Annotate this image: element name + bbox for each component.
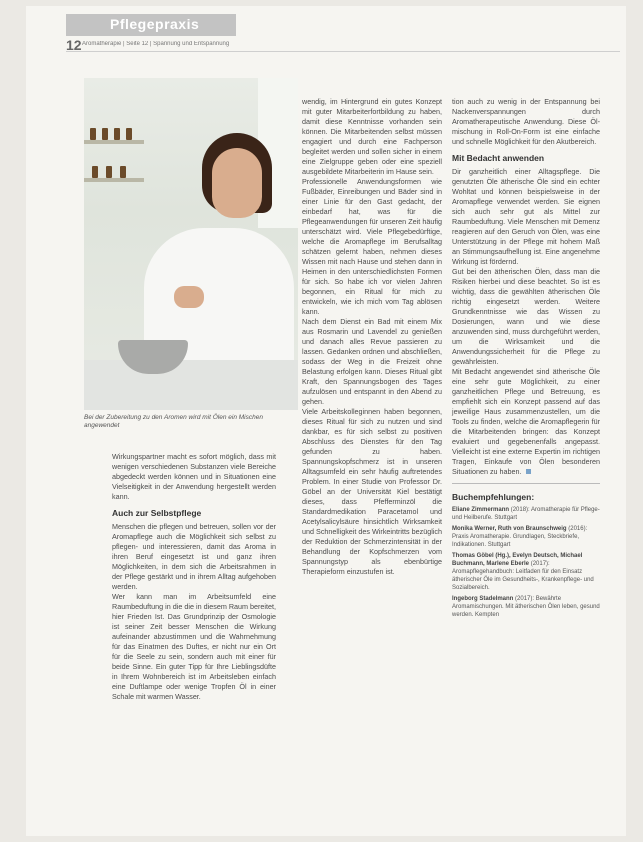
- person-head: [212, 148, 262, 218]
- book-entry: [452, 525, 600, 549]
- table: [84, 360, 298, 410]
- bottle-icon: [120, 166, 126, 178]
- paragraph-text: Mit Bedacht angewendet sind ätherische Öle eine sehr gute Möglichkeit, zu einer ganzheitlichen Pflege und Betreuung, es empfiehlt sich ein Konzept passend auf das jeweilige Haus zusammenzustellen, um die Tools zu finden, welche die Aromapflegerin für die Mitarbeitenden bringen: das Konzept evaluiert und gegebenenfalls angepasst. Vielleicht ist eine externe Expertin im richtigen Tragen, Einkaufe von Ölen besonderen Situationen zu haben.: [452, 367, 600, 476]
- book-details: (2016): Praxis Aromatherapie. Grundlagen, Steckbriefe, Indikationen. Stuttgart: [452, 526, 588, 548]
- paragraph: Professionelle Anwendungsformen wie Fußbäder, Einreibungen und Bäder sind in einer Linie für den Gast gedacht, der einbedarf hat, was für die Pflegeanwendungen für unseren Zeit häufig unterschätzt wird. Viele Pflegebedürftige, welche die Aromapflege im Berufsalltag schätzen gelernt haben, nehmen dieses Wissen mit nach Hause und stehen dann in Heimen in den unterschiedlichsten Formen für sich. So habe ich vor vielen Jahren begonnen, ein Ritual für mich zu entwickeln, wie ich mich vom Tag ablösen kann.: [302, 177, 442, 316]
- book-entry: [452, 552, 600, 592]
- paragraph: Menschen die pflegen und betreuen, sollen vor der Aromapflege auch die Möglichkeit sich selbst zu pflegen- und interessieren, damit das Aroma in ihren Beruf eingesetzt ist und ganz ihren Möglichkeiten, in dem sich die Arbeitsrahmen in der Pflege gestärkt und in ihrem Alltag aufgehoben werden.: [112, 522, 276, 591]
- shelf: [84, 178, 144, 182]
- section-tab: [66, 14, 236, 36]
- paragraph: Wer kann man im Arbeitsumfeld eine Raumbeduftung in die die in diesem Raum bereitet, hier Frieden Ist. Das Grundprinzip der Osmologie ist seiner Zeit besser Menschen die Wirkung aufeinander abzustimmen und die Wahrnehmung für das Einatmen des Duftes, er nicht nur ein Ort für die Seele zu sein, sondern auch mit einer für beide Sinne. Ein guter Tipp für Ihre Lieblingsdüfte in Ihrem Wohnbereich ist im Arbeitsleben einfach eine Duftlampe oder wenige Tropfen Öl in einer Schale mit warmen Wasser.: [112, 592, 276, 701]
- book-details: (2017): Aromapflegehandbuch: Leitfaden für den Einsatz ätherischer Öle im Gesundheits-, Krankenpflege- und Sozialbereich.: [452, 561, 594, 591]
- page-number: 12: [66, 37, 82, 53]
- paragraph: [452, 367, 600, 477]
- book-entry: [452, 506, 600, 522]
- paragraph: Wirkungspartner macht es sofort möglich, dass mit wenigen verschiedenen Substanzen viele Bereiche abgedeckt werden können und in Situationen eine Vielseitigkeit in der Anwendung hergestellt werden kann.: [112, 452, 276, 501]
- book-author: Thomas Göbel (Hg.), Evelyn Deutsch, Michael Buchmann, Marlene Eberle: [452, 553, 583, 567]
- paragraph: Dir ganzheitlich einer Alltagspflege. Die genutzten Öle ätherische Öle sind ein echter Wohltat und können beispielsweise in der Aromapflege verwendet werden. Sie eignen sich auch sehr gut als Mittel zur Raumbeduftung. Viele Menschen mit Demenz reagieren auf den Geruch von Ölen, was eine Unterstützung in der Pflege mit hohem Maß an Stimmungsaufhellung ist. Eine angenehme Wirkung ist fördernd.: [452, 167, 600, 266]
- bottle-icon: [102, 128, 108, 140]
- column-right: [452, 97, 600, 622]
- book-details: (2018): Aromatherapie für Pflege- und Heilberufe. Stuttgart: [452, 507, 600, 521]
- bottle-icon: [126, 128, 132, 140]
- column-left: [112, 452, 276, 702]
- end-mark-icon: [526, 469, 531, 474]
- section-title: Pflegepraxis: [110, 16, 200, 32]
- photo-caption: Bei der Zubereitung zu den Aromen wird mit Ölen ein Mischen angewendet: [84, 414, 263, 429]
- paragraph: wendig, im Hintergrund ein gutes Konzept mit guter Mitarbeiterfortbildung zu haben, damit diese Kenntnisse vorhanden sein können. Die Mitarbeitenden selbst müssen engagiert und durch eine Fachperson begleitet werden und sollen sicher in einem eine Zielgruppe geben oder eine speziell ausgebildete Mitarbeiterin im Hause sein.: [302, 97, 442, 176]
- paragraph: Nach dem Dienst ein Bad mit einem Mix aus Rosmarin und Lavendel zu genießen und danach alles Revue passieren zu lassen. Gedanken ordnen und abschließen, sodass der Weg in die Freizeit ohne Belastung erfolgen kann. Dieses Ritual gibt Kraft, den Spannungsbogen des Tages aufzulösen und entspannt in den Abend zu gehen.: [302, 317, 442, 406]
- book-entry: [452, 595, 600, 619]
- paragraph: Viele Arbeitskolleginnen haben begonnen, dieses Ritual für sich zu nutzen und sind dankbar, es für sich selbst zu positiven Abschluss des Dienstes für den Tag gefunden zu haben. Spannungskopfschmerz ist in unseren Alltagsumfeld ein sehr häufig auftretendes Problem. In einer Studie von Professor Dr. Göbel an der Universität Kiel bestätigt dieses, dass Pfefferminzöl die Standardmedikation Paracetamol und Acetylsalicylsäure hinsichtlich Wirksamkeit und Schnelligkeit des Wirkeintritts bezüglich der Reduktion der Schmerzintensität in der Behandlung der Kopfschmerzen vom Spannungstyp als ebenbürtige Therapieform einzustufen ist.: [302, 407, 442, 576]
- subheading: Auch zur Selbstpflege: [112, 508, 202, 518]
- book-recommendations: [452, 483, 600, 619]
- bottle-icon: [92, 166, 98, 178]
- book-author: Monika Werner, Ruth von Braunschweig: [452, 526, 567, 532]
- book-author: Eliane Zimmermann: [452, 507, 510, 513]
- column-middle: [302, 97, 442, 577]
- bottle-icon: [106, 166, 112, 178]
- subheading: Mit Bedacht anwenden: [452, 153, 545, 163]
- book-author: Ingeborg Stadelmann: [452, 596, 514, 602]
- book-details: (2017): Bewährte Aromamischungen. Mit ätherischen Ölen leben, gesund werden. Kempten: [452, 596, 600, 618]
- paragraph: Gut bei den ätherischen Ölen, dass man die Risiken hierbei und diese beachtet. So ist es wichtig, dass die gewählten ätherischen Öle richtig eingesetzt werden. Weitere Grundkenntnisse wie das Wissen zu Dosierungen, wann und wie diese anzuwenden sind, muss durchgeführt werden, um die Wirksamkeit und die Anwendungssicherheit für die Pflege zu gewährleisten.: [452, 267, 600, 366]
- bottle-icon: [114, 128, 120, 140]
- paragraph: tion auch zu wenig in der Entspannung bei Nackenverspannungen durch Aromatherapeutische Anwendung. Diese Öl-mischung in Roll-On-Form ist eine einfache und schnelle Möglichkeit für den Akutbereich.: [452, 97, 600, 146]
- header-rule: [66, 51, 620, 52]
- shelf: [84, 140, 144, 144]
- article-photo: [84, 78, 298, 410]
- running-head: Aromatherapie | Seite 12 | Spannung und Entspannung: [82, 41, 230, 47]
- booklist-title: Buchempfehlungen:: [452, 492, 535, 502]
- bottle-icon: [90, 128, 96, 140]
- person-hand: [174, 286, 204, 308]
